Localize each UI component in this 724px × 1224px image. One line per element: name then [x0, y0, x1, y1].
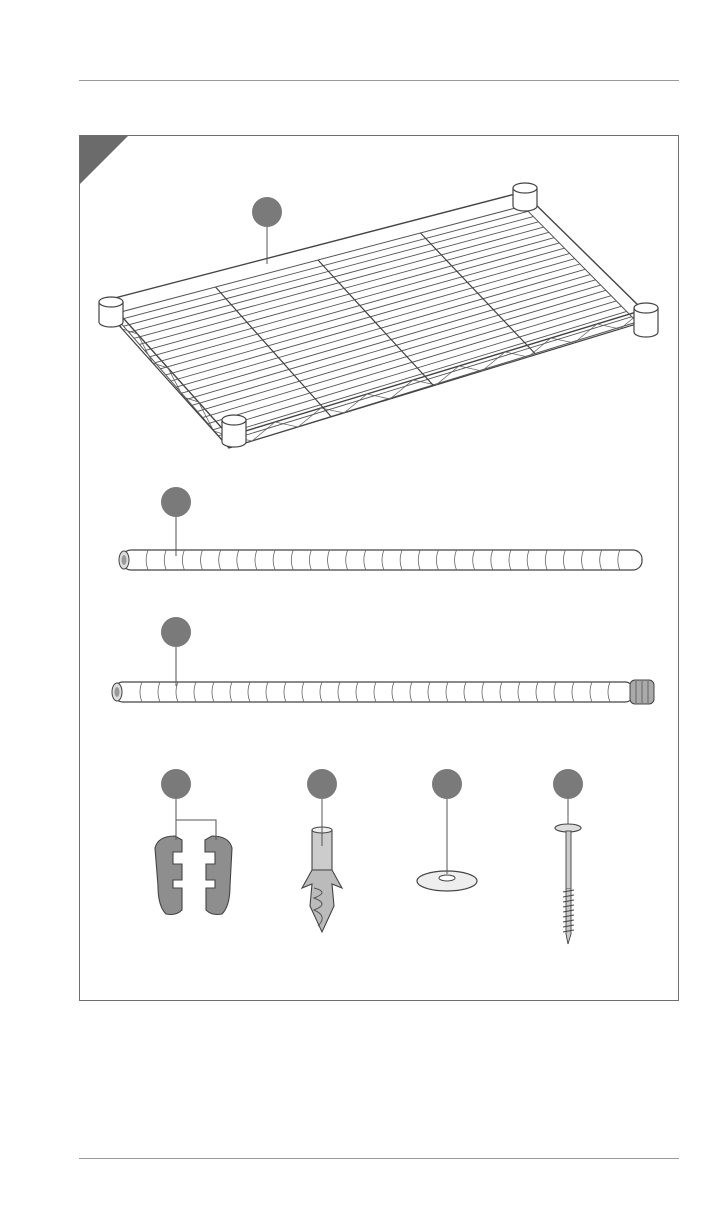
wall-plug-icon — [302, 769, 342, 932]
parts-illustration — [80, 136, 678, 1000]
pole-icon — [119, 487, 642, 570]
callout-pole-short — [161, 487, 191, 517]
washer-icon — [417, 769, 477, 891]
footer-rule — [79, 1158, 679, 1159]
callout-plug — [307, 769, 337, 799]
corner-marker — [80, 136, 128, 184]
sleeve-clip-icon — [155, 769, 232, 915]
callout-shelf — [252, 197, 282, 227]
callout-screw — [553, 769, 583, 799]
header-rule — [79, 80, 679, 81]
screw-icon — [553, 769, 583, 944]
callout-sleeve — [161, 769, 191, 799]
parts-panel — [79, 135, 679, 1001]
pole-with-foot-icon — [112, 617, 654, 704]
callout-pole-long — [161, 617, 191, 647]
wire-shelf-icon — [99, 183, 658, 448]
callout-washer — [432, 769, 462, 799]
